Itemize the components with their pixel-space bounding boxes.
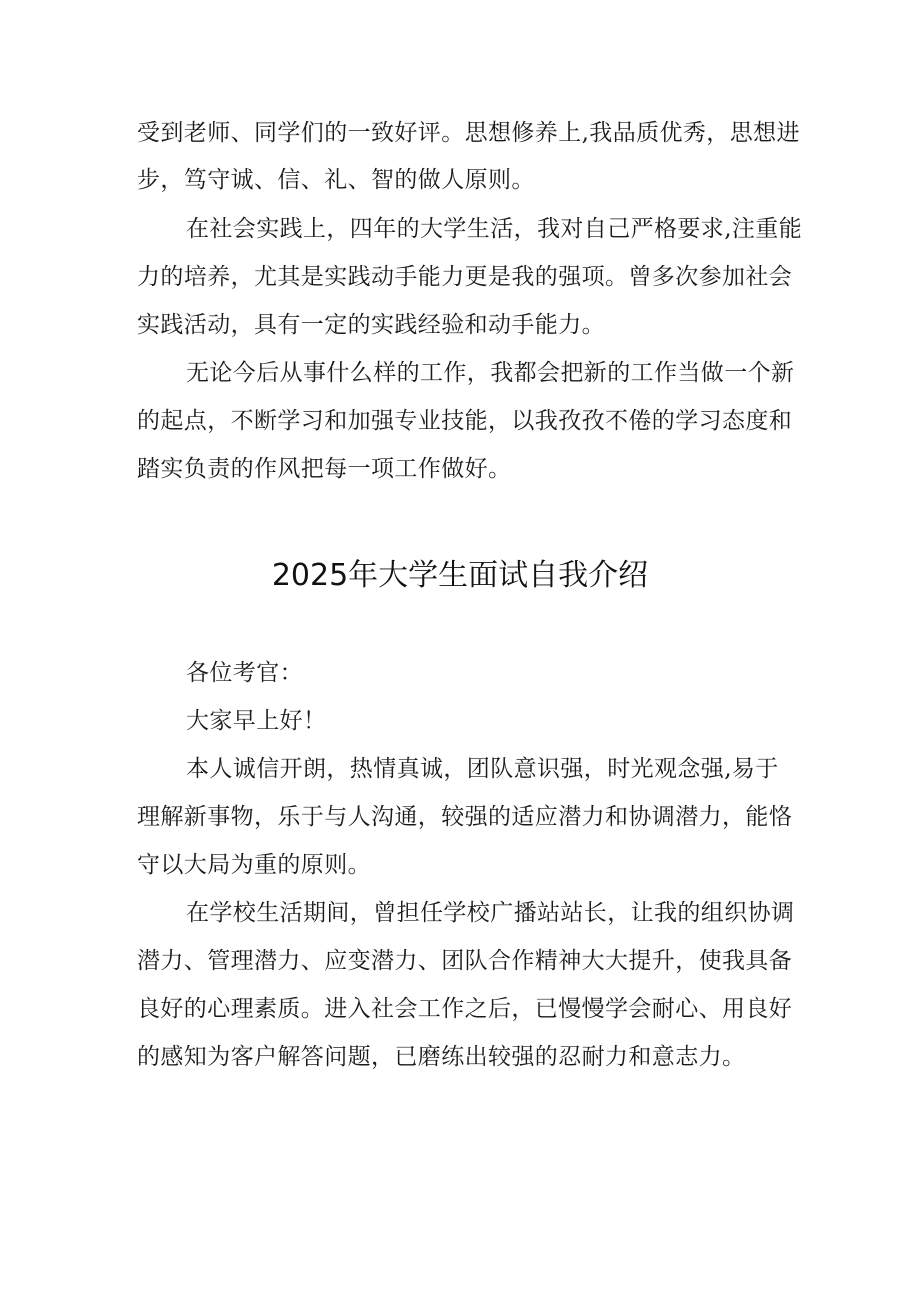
paragraph-line: 在学校生活期间，曾担任学校广播站站长，让我的组织协调 <box>186 900 795 926</box>
paragraph-line: 力的培养，尤其是实践动手能力更是我的强项。曾多次参加社会 <box>137 264 793 290</box>
paragraph-line: 的起点，不断学习和加强专业技能，以我孜孜不倦的学习态度和 <box>137 408 793 434</box>
paragraph-line: 步，笃守诚、信、礼、智的做人原则。 <box>137 167 535 193</box>
salutation: 各位考官： <box>186 660 303 686</box>
paragraph-line: 守以大局为重的原则。 <box>137 852 371 878</box>
paragraph-line: 无论今后从事什么样的工作，我都会把新的工作当做一个新 <box>186 360 795 386</box>
paragraph-line: 良好的心理素质。进入社会工作之后，已慢慢学会耐心、用良好 <box>137 996 793 1022</box>
paragraph-line: 的感知为客户解答问题，已磨练出较强的忍耐力和意志力。 <box>137 1044 746 1070</box>
paragraph-line: 在社会实践上，四年的大学生活，我对自己严格要求,注重能 <box>186 216 803 242</box>
paragraph-line: 实践活动，具有一定的实践经验和动手能力。 <box>137 312 605 338</box>
paragraph-line: 踏实负责的作风把每一项工作做好。 <box>137 456 512 482</box>
page-title: 2025年大学生面试自我介绍 <box>271 558 649 593</box>
paragraph-line: 潜力、管理潜力、应变潜力、团队合作精神大大提升，使我具备 <box>137 948 793 974</box>
paragraph-line: 理解新事物，乐于与人沟通，较强的适应潜力和协调潜力，能恪 <box>137 804 793 830</box>
greeting: 大家早上好！ <box>186 708 327 734</box>
paragraph-line: 本人诚信开朗，热情真诚，团队意识强，时光观念强,易于 <box>186 756 779 782</box>
paragraph-line: 受到老师、同学们的一致好评。思想修养上,我品质优秀，思想进 <box>137 120 800 146</box>
